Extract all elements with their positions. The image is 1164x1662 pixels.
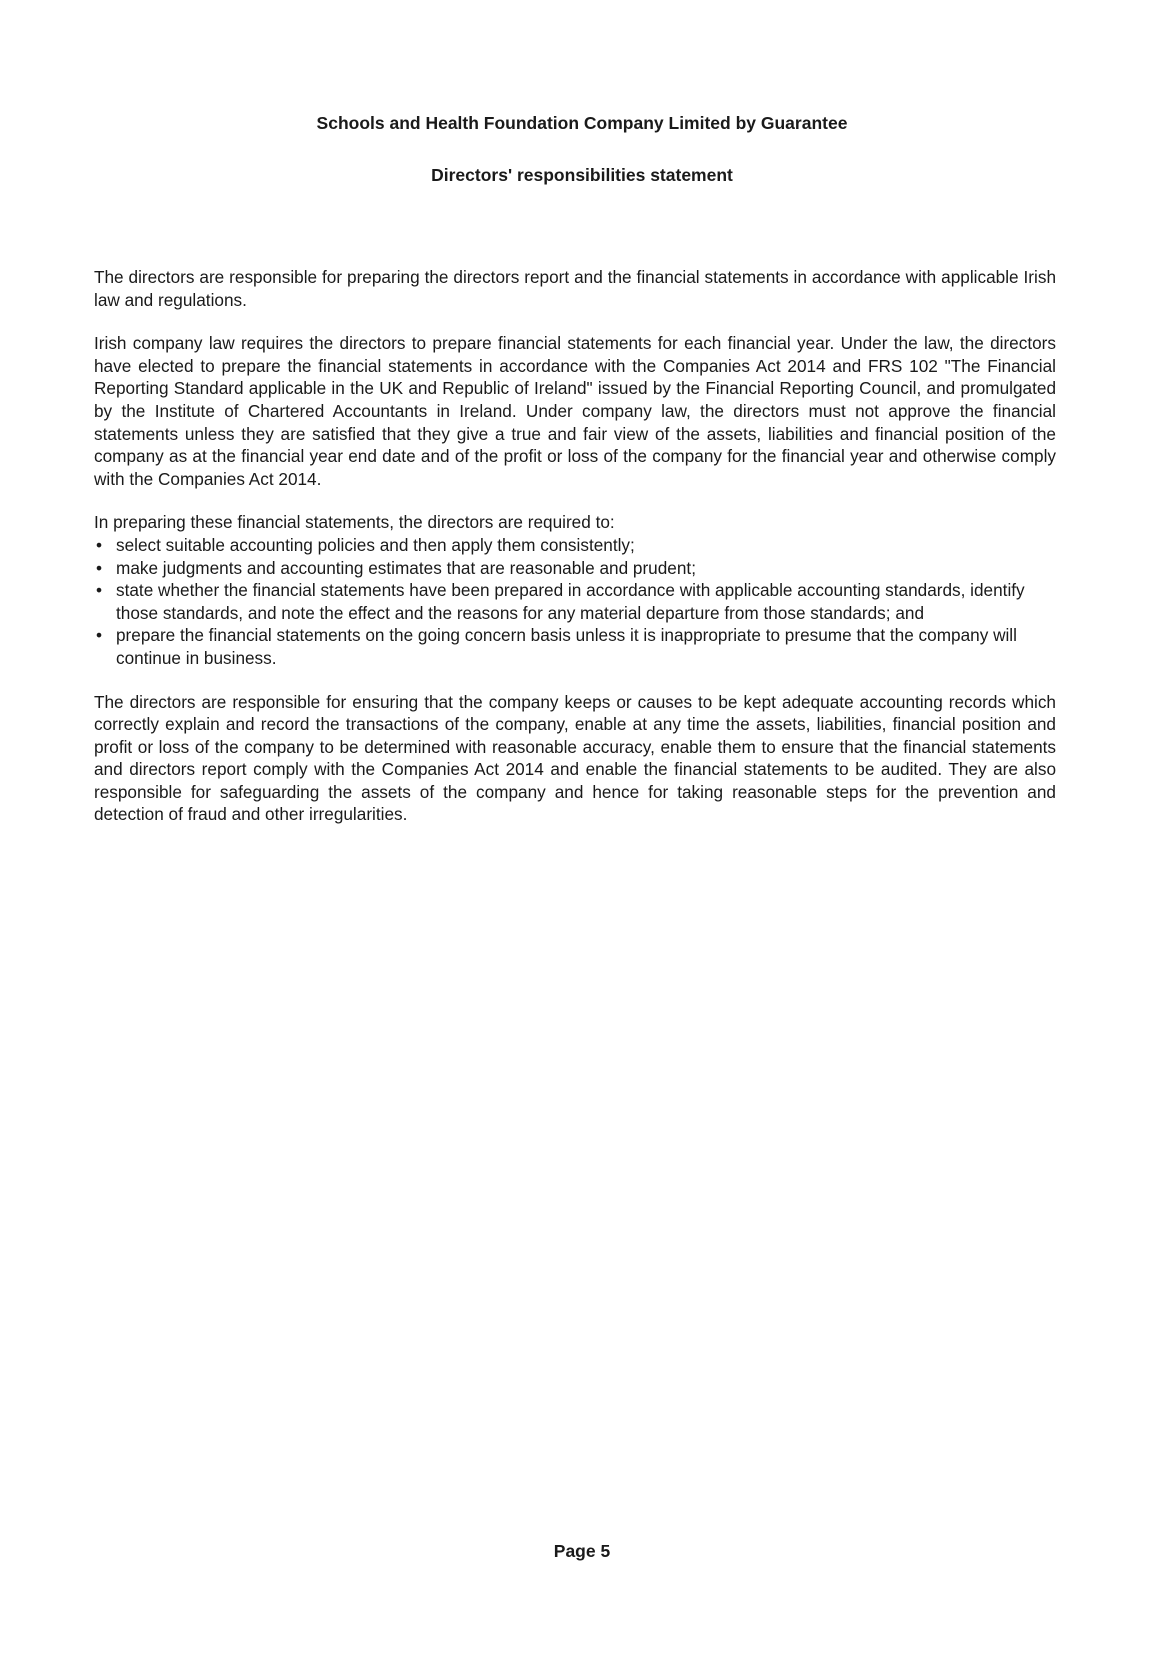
bullet-icon: • [96,557,103,578]
paragraph-responsibility: The directors are responsible for preparing the directors report and the financial statements in accordance with applicable Irish law and regulations. [94,267,1056,310]
list-item-text: make judgments and accounting estimates that are reasonable and prudent; [116,557,696,578]
list-item [94,557,1056,580]
paragraph-company-law: Irish company law requires the directors to prepare financial statements for each financial year. Under the law, the directors have elected to prepare the financial statements in accordance with the Companies Act 2014 and FRS 102 "The Financial Reporting Standard applicable in the UK and Republic of Ireland" issued by the Financial Reporting Council, and promulgated by the Institute of Chartered Accountants in Ireland. Under company law, the directors must not approve the financial statements unless they are satisfied that they give a true and fair view of the assets, liabilities and financial position of the company as at the financial year end date and of the profit or loss of the company for the financial year and otherwise comply with the Companies Act 2014. [94,333,1056,489]
requirements-list [94,534,1056,670]
list-item [94,624,1056,669]
list-item-text: prepare the financial statements on the going concern basis unless it is inappropriate to presume that the company will continue in business. [116,625,1017,668]
page-title: Directors' responsibilities statement [431,165,733,185]
paragraph-accounting-records: The directors are responsible for ensuring that the company keeps or causes to be kept adequate accounting records which correctly explain and record the transactions of the company, enable at any time the assets, liabilities, financial position and profit or loss of the company to be determined with reasonable accuracy, enable them to ensure that the financial statements and directors report comply with the Companies Act 2014 and enable the financial statements to be audited. They are also responsible for safeguarding the assets of the company and hence for taking reasonable steps for the prevention and detection of fraud and other irregularities. [94,691,1056,825]
statement-body [94,266,1056,826]
list-item [94,579,1056,624]
bullet-icon: • [96,534,103,555]
list-item-text: state whether the financial statements have been prepared in accordance with applicable accounting standards, identify those standards, and note the effect and the reasons for any material departure from those standards; and [116,580,1025,623]
list-intro: In preparing these financial statements, the directors are required to: [94,512,615,533]
company-name: Schools and Health Foundation Company Limited by Guarantee [316,113,848,133]
bullet-icon: • [96,625,103,646]
list-item-text: select suitable accounting policies and then apply them consistently; [116,534,635,555]
page-number: Page 5 [553,1541,611,1561]
bullet-icon: • [96,580,103,601]
list-item [94,534,1056,557]
